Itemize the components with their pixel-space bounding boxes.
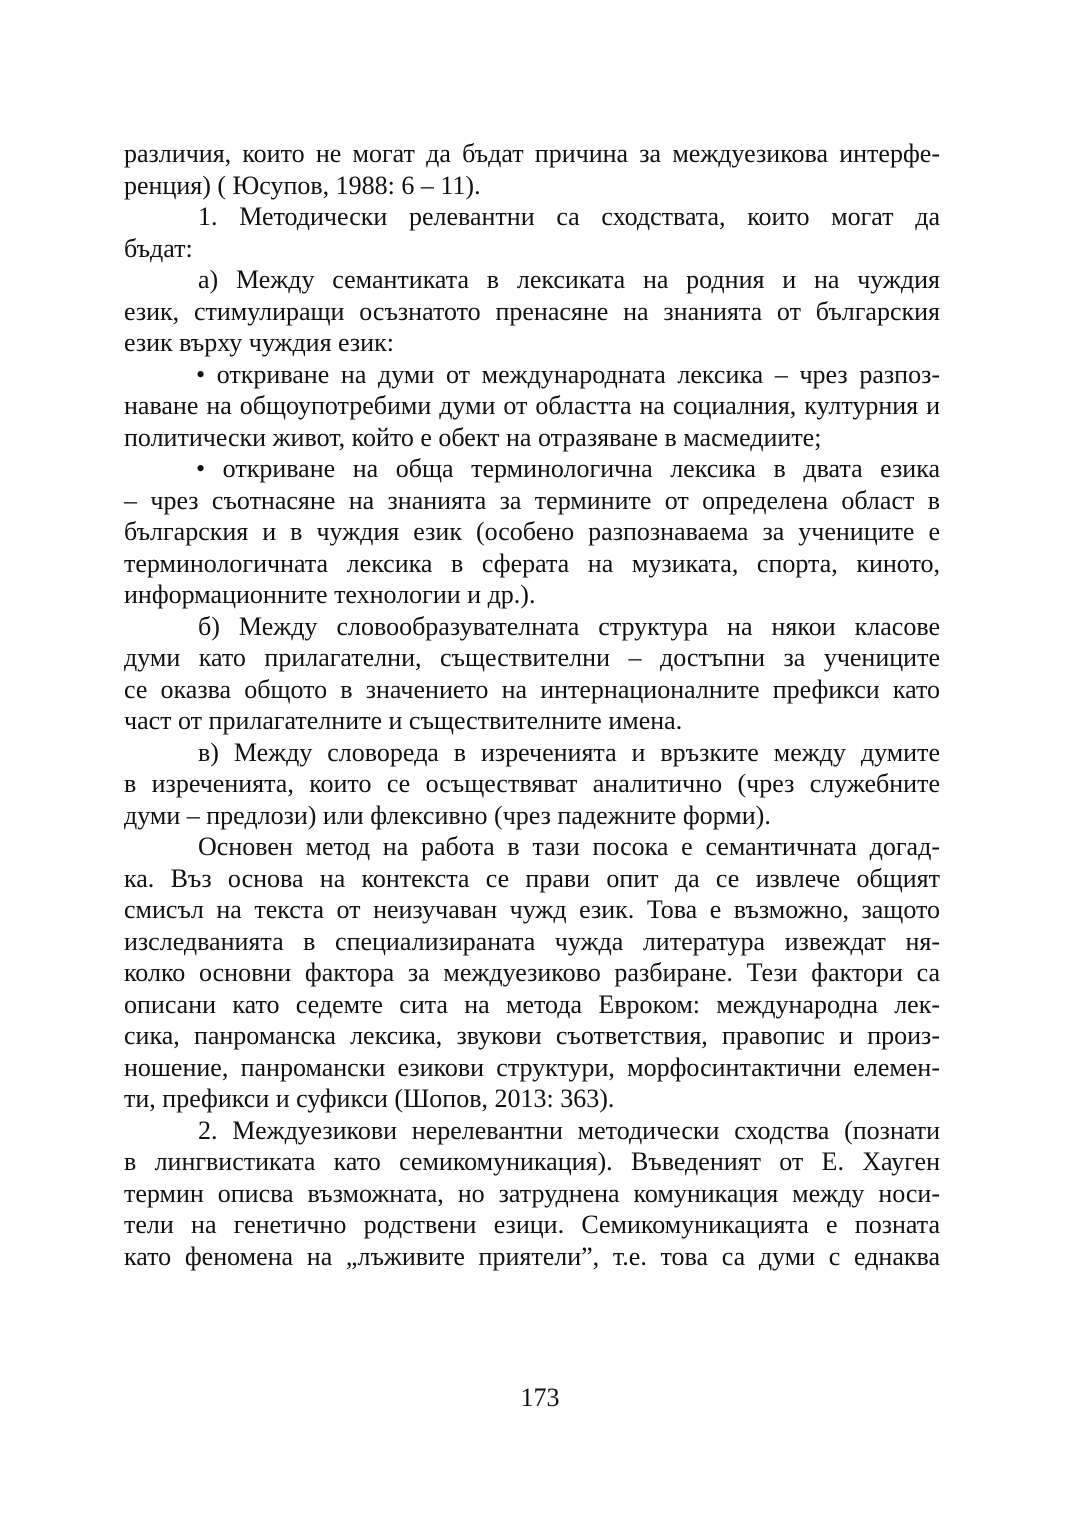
- paragraph-start: 1. Методически релевантни са сходствата, които могат да: [198, 202, 940, 231]
- text-line: език върху чуждия език:: [124, 328, 394, 357]
- text-line: част от прилагателните и съществителните имена.: [124, 706, 683, 735]
- text-line: ношение, панромански езикови структури, морфосинтактични елемен-: [124, 1052, 940, 1082]
- text-line: в лингвистиката като семикомуникация). Въведеният от Е. Хауген: [124, 1147, 940, 1176]
- text-line: информационните технологии и др.).: [124, 580, 536, 609]
- bullet-item: • откриване на думи от международната лексика – чрез разпоз-: [196, 359, 940, 389]
- text-line: думи като прилагателни, съществителни – достъпни за учениците: [124, 643, 940, 672]
- text-line: в изреченията, които се осъществяват аналитично (чрез служебните: [124, 769, 940, 798]
- paragraph-start: Основен метод на работа в тази посока е семантичната догад-: [198, 832, 940, 861]
- text-line: политически живот, който е обект на отразяване в масмедиите;: [124, 422, 822, 452]
- text-line: българския и в чуждия език (особено разпознаваема за учениците е: [124, 517, 940, 546]
- text-line: като феномена на „лъживите приятели”, т.е. това са думи с еднаква: [124, 1241, 940, 1271]
- paragraph-start: б) Между словообразувателната структура на някои класове: [198, 611, 940, 641]
- text-line: ти, префикси и суфикси (Шопов, 2013: 363).: [124, 1084, 615, 1113]
- text-line: сика, панроманска лексика, звукови съответствия, правопис и произ-: [124, 1021, 940, 1050]
- text-line: – чрез съотнасяне на знанията за термините от определена област в: [124, 485, 940, 515]
- text-line: език, стимулиращи осъзнатото пренасяне на знанията от българския: [124, 296, 940, 326]
- paragraph-start: в) Между словореда в изреченията и връзките между думите: [198, 737, 940, 767]
- text-line: бъдат:: [124, 233, 193, 263]
- text-line: изследванията в специализираната чужда литература извеждат ня-: [124, 926, 940, 956]
- text-line: се оказва общото в значението на интернационалните префикси като: [124, 674, 940, 704]
- text-line: терминологичната лексика в сферата на музиката, спорта, киното,: [124, 548, 940, 578]
- text-line: ка. Въз основа на контекста се прави опит да се извлече общият: [124, 863, 940, 893]
- page-number: 173: [520, 1383, 560, 1412]
- bullet-item: • откриване на обща терминологична лексика в двата езика: [196, 454, 940, 483]
- page-body: [124, 138, 940, 1272]
- paragraph-start: 2. Междуезикови нерелевантни методически сходства (познати: [198, 1115, 940, 1145]
- text-line: думи – предлози) или флексивно (чрез падежните форми).: [124, 800, 771, 830]
- text-line: различия, които не могат да бъдат причина за междуезикова интерфе-: [124, 139, 940, 168]
- text-line: колко основни фактора за междуезиково разбиране. Тези фактори са: [124, 958, 940, 987]
- text-line: наване на общоупотребими думи от областта на социалния, културния и: [124, 391, 940, 420]
- text-line: термин описва възможната, но затруднена комуникация между носи-: [124, 1178, 940, 1208]
- text-line: смисъл на текста от неизучаван чужд език. Това е възможно, защото: [124, 895, 940, 924]
- text-line: ренция) ( Юсупов, 1988: 6 – 11).: [124, 170, 481, 200]
- text-line: тели на генетично родствени езици. Семикомуникацията е позната: [124, 1210, 940, 1239]
- paragraph-start: а) Между семантиката в лексиката на родния и на чуждия: [198, 265, 940, 294]
- text-line: описани като седемте сита на метода Евроком: международна лек-: [124, 989, 940, 1019]
